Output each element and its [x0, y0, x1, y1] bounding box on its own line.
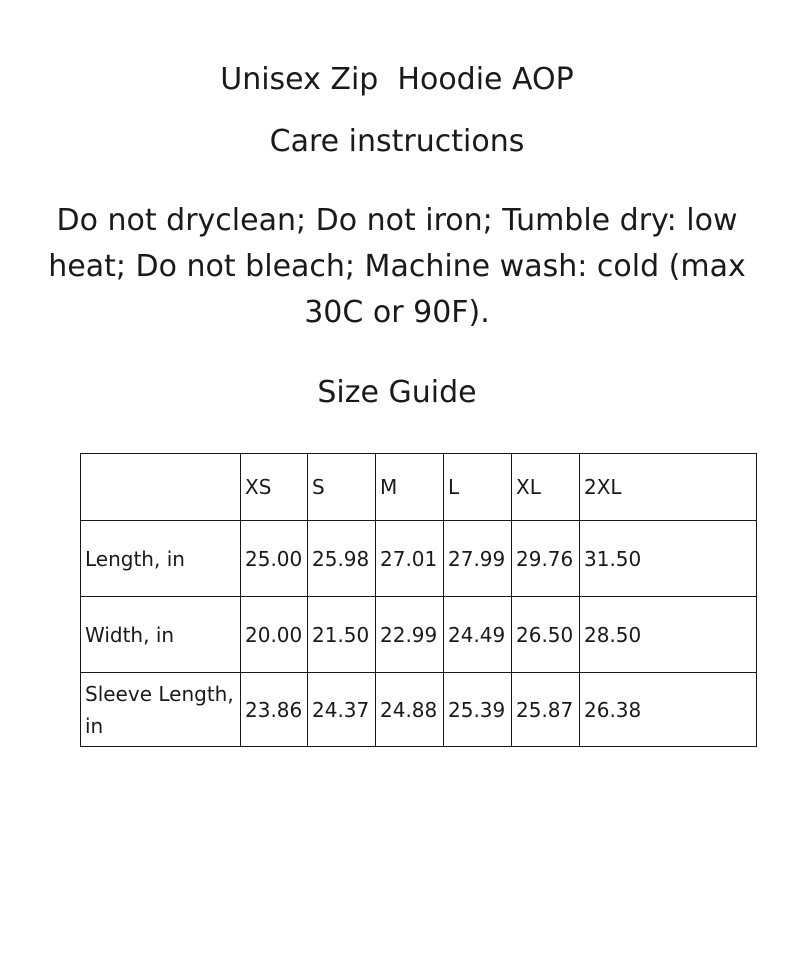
size-header-xl: XL — [512, 454, 580, 521]
table-cell: 25.87 — [512, 673, 580, 747]
table-cell: 24.49 — [444, 597, 512, 673]
table-header-row — [81, 454, 757, 521]
size-header-s: S — [308, 454, 376, 521]
size-header-m: M — [376, 454, 444, 521]
table-cell: 24.88 — [376, 673, 444, 747]
table-row-sleeve-length — [81, 673, 757, 747]
table-cell: 25.98 — [308, 521, 376, 597]
table-cell: 23.86 — [241, 673, 308, 747]
row-label-sleeve-length: Sleeve Length, in — [81, 673, 241, 747]
table-row-length — [81, 521, 757, 597]
table-cell: 25.00 — [241, 521, 308, 597]
table-cell: 31.50 — [580, 521, 757, 597]
table-cell: 22.99 — [376, 597, 444, 673]
size-header-l: L — [444, 454, 512, 521]
table-cell: 28.50 — [580, 597, 757, 673]
table-cell: 27.01 — [376, 521, 444, 597]
table-cell: 24.37 — [308, 673, 376, 747]
care-instructions-text: Do not dryclean; Do not iron; Tumble dry: low heat; Do not bleach; Machine wash: cold (max 30C or 90F). — [48, 203, 746, 330]
size-guide-table — [80, 453, 757, 747]
row-label-length: Length, in — [81, 521, 241, 597]
table-cell: 26.50 — [512, 597, 580, 673]
product-title: Unisex Zip Hoodie AOP — [220, 62, 574, 97]
table-cell: 21.50 — [308, 597, 376, 673]
table-cell: 25.39 — [444, 673, 512, 747]
table-corner-cell — [81, 454, 241, 521]
table-cell: 20.00 — [241, 597, 308, 673]
table-row-width — [81, 597, 757, 673]
table-cell: 29.76 — [512, 521, 580, 597]
size-header-xs: XS — [241, 454, 308, 521]
table-cell: 27.99 — [444, 521, 512, 597]
size-header-2xl: 2XL — [580, 454, 757, 521]
table-cell: 26.38 — [580, 673, 757, 747]
size-guide-heading: Size Guide — [317, 375, 477, 410]
row-label-width: Width, in — [81, 597, 241, 673]
care-instructions-heading: Care instructions — [269, 124, 525, 159]
